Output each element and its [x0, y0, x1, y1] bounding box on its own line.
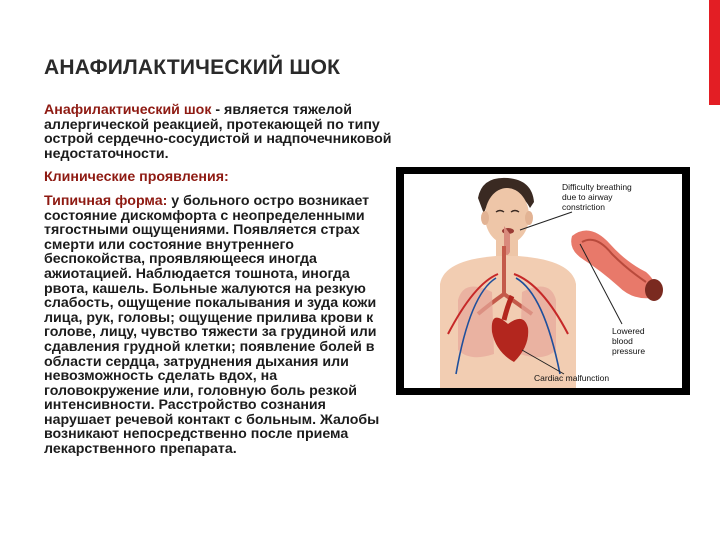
typical-text: у больного остро возникает состояние дискомфорта с неопределенными тягостными ощущениями. Появляется страх смерти или состояние внутреннего беспокойства, проявляющееся иногда ажиотацией. Наблюдается тошнота, иногда рвота, кашель. Больные жалуются на резкую слабость, ощущение покалывания и зуда кожи лица, рук, головы; ощущение прилива крови к голове, лицу, чувство тяжести за грудиной или сдавления грудной клетки; появление болей в области сердца, затруднения дыхания или невозможность сделать вдох, на головокружение или, головную боль резкой интенсивности. Расстройство сознания нарушает речевой контакт с больным. Жалобы возникают непосредственно после приема лекарственного препарата. — [44, 192, 380, 458]
typical-term: Типичная форма: — [44, 192, 168, 209]
clinical-heading: Клинические проявления: — [44, 169, 229, 186]
definition-text: - является тяжелой аллергической реакцией, протекающей по типу острой сердечно-сосудистой и надпочечниковой недостаточности. — [44, 102, 392, 162]
anaphylaxis-illustration — [396, 167, 690, 395]
slide-body — [44, 103, 394, 466]
definition-paragraph — [44, 103, 394, 161]
illustration-drawing — [404, 174, 682, 388]
label-bp-line-1: Lowered — [612, 326, 645, 336]
label-breathing-line-2: due to airway — [562, 192, 613, 202]
definition-term: Анафилактический шок — [44, 102, 212, 118]
label-bp-line-3: pressure — [612, 346, 646, 356]
label-breathing-line-3: constriction — [562, 202, 605, 212]
label-breathing-line-1: Difficulty breathing — [562, 182, 632, 192]
label-cardiac: Cardiac malfunction — [534, 373, 610, 383]
slide-title: АНАФИЛАКТИЧЕСКИЙ ШОК — [44, 56, 341, 79]
typical-paragraph — [44, 194, 394, 457]
accent-bar — [709, 0, 720, 105]
label-bp-line-2: blood — [612, 336, 633, 346]
